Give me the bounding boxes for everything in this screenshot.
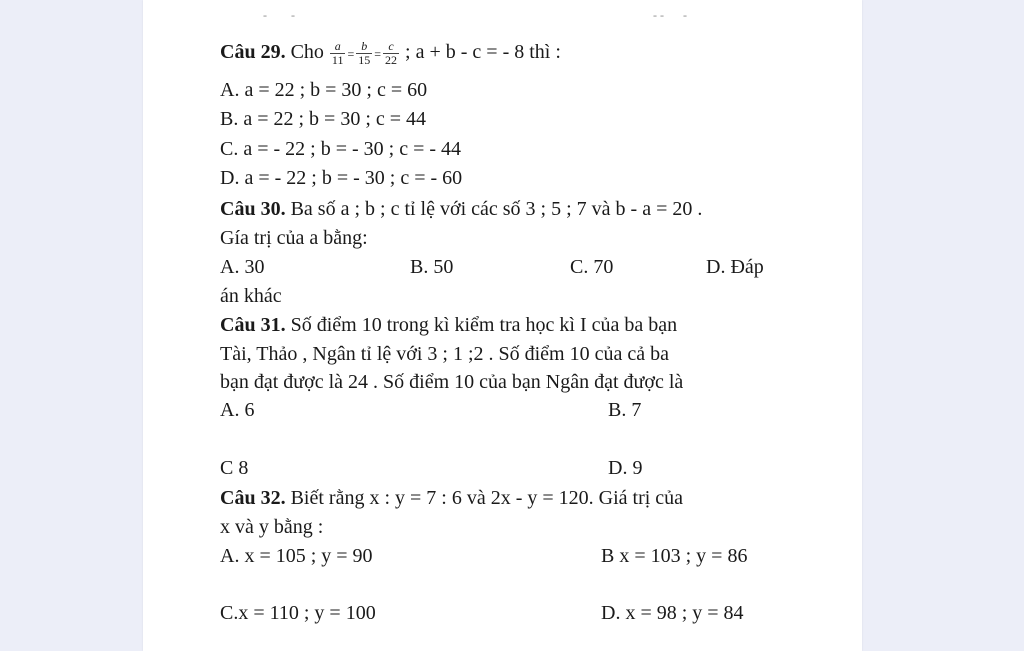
right-gutter <box>862 0 1024 651</box>
scan-mark: - - <box>653 8 664 22</box>
equals-sign: = <box>374 46 382 61</box>
question-29-header <box>220 40 561 67</box>
question-30-option-d: D. Đáp <box>706 256 764 278</box>
scan-mark: - <box>291 8 295 22</box>
question-30-option-a: A. 30 <box>220 256 265 278</box>
question-30-option-c: C. 70 <box>570 256 614 278</box>
question-29-option-b: B. a = 22 ; b = 30 ; c = 44 <box>220 108 427 130</box>
question-29-option-c: C. a = - 22 ; b = - 30 ; c = - 44 <box>220 138 462 160</box>
question-30-line-2: Gía trị của a bằng: <box>220 227 368 249</box>
question-31-line-2: Tài, Thảo , Ngân tỉ lệ với 3 ; 1 ;2 . Số điểm 10 của cả ba <box>220 343 669 365</box>
scan-mark: - <box>683 8 687 22</box>
fraction-b-15: $\frac{b}{15}$ <box>358 39 371 67</box>
fraction-a-11: $\frac{a}{11}$ <box>331 39 344 67</box>
question-29-lead: Cho <box>290 41 324 64</box>
question-31-line-3: bạn đạt được là 24 . Số điểm 10 của bạn Ngân đạt được là <box>220 371 684 393</box>
question-31-option-d: D. 9 <box>608 457 643 479</box>
question-30-option-d-continued: án khác <box>220 285 282 307</box>
question-29-option-d: D. a = - 22 ; b = - 30 ; c = - 60 <box>220 167 463 189</box>
question-30-option-b: B. 50 <box>410 256 454 278</box>
equals-sign: = <box>347 46 355 61</box>
document-page <box>143 0 862 651</box>
question-31-title: Câu 31. <box>220 314 286 336</box>
scan-mark: - <box>263 8 267 22</box>
question-29-title: Câu 29. <box>220 41 286 64</box>
question-32-line-1 <box>220 486 683 510</box>
question-31-option-b: B. 7 <box>608 399 642 421</box>
question-31-text: Số điểm 10 trong kì kiểm tra học kì I của ba bạn <box>290 314 678 336</box>
question-31-line-1 <box>220 313 677 337</box>
question-32-option-a: A. x = 105 ; y = 90 <box>220 545 373 567</box>
question-30-title: Câu 30. <box>220 198 286 220</box>
question-31-option-a: A. 6 <box>220 399 255 421</box>
question-32-title: Câu 32. <box>220 487 286 509</box>
question-32-option-b: B x = 103 ; y = 86 <box>601 545 748 567</box>
question-32-line-2: x và y bằng : <box>220 516 324 538</box>
question-30-line-1 <box>220 197 702 221</box>
question-29-condition: ; a + b - c = - 8 thì : <box>405 41 561 64</box>
left-gutter <box>0 0 143 651</box>
question-32-option-d: D. x = 98 ; y = 84 <box>601 602 744 624</box>
question-32-text: Biết rằng x : y = 7 : 6 và 2x - y = 120. Giá trị của <box>290 487 684 509</box>
question-29-option-a: A. a = 22 ; b = 30 ; c = 60 <box>220 79 428 101</box>
question-31-option-c: C 8 <box>220 457 249 479</box>
question-32-option-c: C.x = 110 ; y = 100 <box>220 602 376 624</box>
fraction-c-22: $\frac{c}{22}$ <box>385 39 398 67</box>
question-30-text: Ba số a ; b ; c tỉ lệ với các số 3 ; 5 ; 7 và b - a = 20 . <box>290 198 703 220</box>
